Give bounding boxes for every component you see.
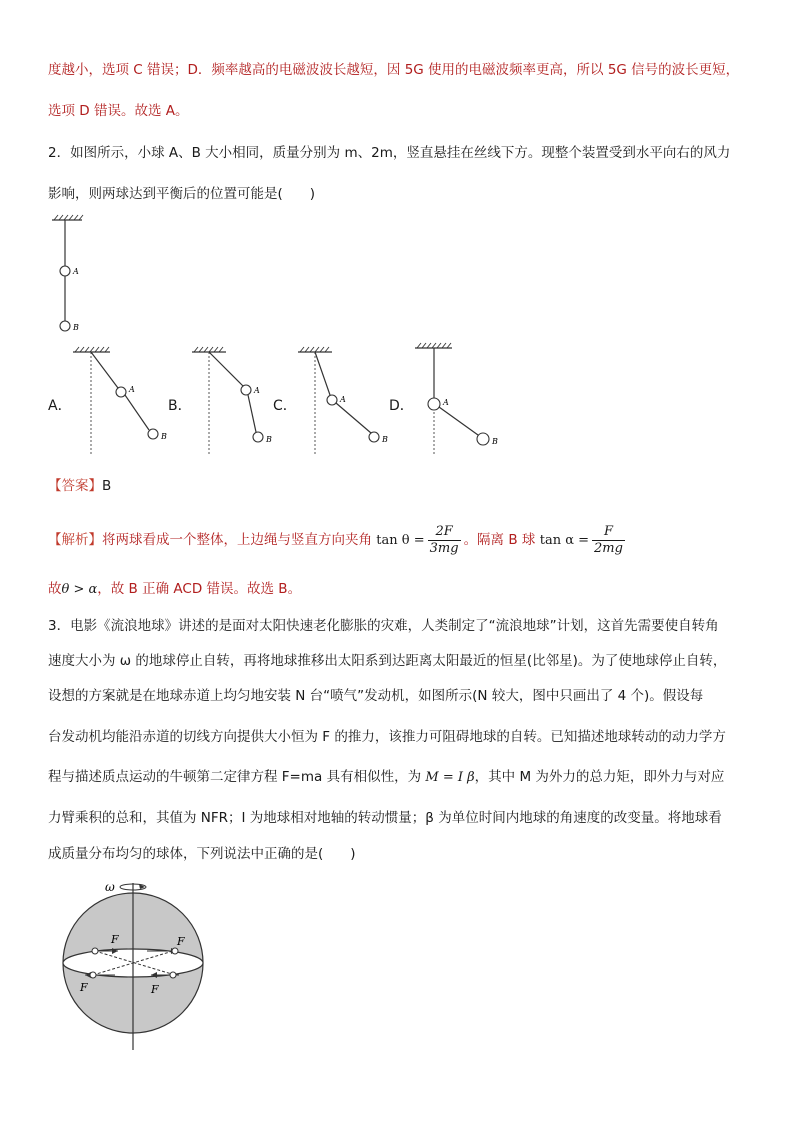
- ball-a: [428, 398, 440, 410]
- svg-text:B: B: [266, 435, 272, 444]
- analysis-text-2: 。隔离 B 球: [463, 532, 536, 548]
- label-a: A: [73, 267, 79, 276]
- svg-text:A: A: [129, 385, 135, 394]
- answer-value: B: [102, 478, 112, 494]
- option-b-figure: [190, 342, 280, 462]
- ball-a: [241, 385, 251, 395]
- svg-text:A: A: [340, 395, 346, 404]
- option-d-label: D．: [389, 398, 414, 414]
- line5-text-a: 程与描述质点运动的牛顿第二定律方程 F=ma 具有相似性，为: [48, 769, 422, 785]
- ceiling-hatch: [54, 215, 83, 220]
- q3-stem-line-6: 力臂乘积的总和，其值为 NFR；I 为地球相对地轴的转动惯量；β 为单位时间内地球的角速度的改变量。将地球看: [48, 810, 722, 826]
- q3-stem-line-7: 成质量分布均匀的球体，下列说法中正确的是( ): [48, 846, 356, 862]
- eq2-num: F: [592, 524, 625, 541]
- eq1-num: 2F: [428, 524, 461, 541]
- force-label-3: F: [80, 981, 88, 994]
- ball-b: [148, 429, 158, 439]
- svg-text:B: B: [161, 432, 167, 441]
- q2-stem-line-2: 影响，则两球达到平衡后的位置可能是( ): [48, 186, 316, 202]
- force-label-2: F: [177, 935, 185, 948]
- ball-b: [253, 432, 263, 442]
- ball-b: [477, 433, 489, 445]
- conclusion-text: ，故 B 正确 ACD 错误。故选 B。: [97, 581, 302, 597]
- force-label-1: F: [111, 933, 119, 946]
- option-a-figure: [70, 342, 170, 462]
- prev-answer-line-1: 度越小，选项 C 错误；D．频率越高的电磁波波长越短，因 5G 使用的电磁波频率更高，所以 5G 信号的波长更短，: [48, 62, 740, 78]
- option-c-label: C．: [273, 398, 297, 414]
- ball-b: [369, 432, 379, 442]
- eq1-den: 3mg: [429, 540, 459, 556]
- option-c-figure: [296, 342, 396, 462]
- earth-figure: [55, 875, 215, 1055]
- option-b-label: B．: [168, 398, 192, 414]
- ball-b: [60, 321, 70, 331]
- ball-a: [327, 395, 337, 405]
- line5-equation: M = I β: [425, 770, 475, 785]
- eq2-den: 2mg: [594, 540, 623, 556]
- prev-answer-line-2: 选项 D 错误。故选 A。: [48, 103, 189, 119]
- q3-stem-line-2: 速度大小为 ω 的地球停止自转，再将地球推移出太阳系到达距离太阳最近的恒星(比邻星)。为了使地球停止自转，: [48, 653, 727, 669]
- q3-stem-line-5: [48, 767, 724, 788]
- analysis-text-1: 将两球看成一个整体，上边绳与竖直方向夹角: [102, 532, 372, 548]
- q2-analysis: [48, 518, 628, 563]
- conclusion-prefix: 故: [48, 581, 62, 597]
- eq1-left: tan θ =: [376, 533, 425, 548]
- option-a-label: A．: [48, 398, 72, 414]
- analysis-tag: 【解析】: [48, 532, 102, 548]
- q2-reference-figure: [40, 212, 100, 337]
- eq2-fraction: [592, 524, 625, 557]
- label-b: B: [73, 323, 79, 332]
- ball-a: [60, 266, 70, 276]
- answer-tag: 【答案】: [48, 478, 102, 494]
- svg-text:A: A: [254, 386, 260, 395]
- force-label-4: F: [151, 983, 159, 996]
- q2-stem-line-1: 2．如图所示，小球 A、B 大小相同，质量分别为 m、2m，竖直悬挂在丝线下方。现整个装置受到水平向右的风力: [48, 145, 731, 161]
- svg-text:A: A: [443, 398, 449, 407]
- q2-conclusion: [48, 579, 301, 600]
- svg-text:B: B: [492, 437, 498, 446]
- eq2-left: tan α =: [539, 533, 590, 548]
- eq1-fraction: [428, 524, 461, 557]
- svg-text:B: B: [382, 435, 388, 444]
- conclusion-math: θ > α: [61, 582, 98, 597]
- omega-label: ω: [105, 880, 115, 894]
- line5-text-b: ，其中 M 为外力的总力矩，即外力与对应: [474, 769, 725, 785]
- q3-stem-line-1: 3．电影《流浪地球》讲述的是面对太阳快速老化膨胀的灾难，人类制定了“流浪地球”计划，这首先需要使自转角: [48, 618, 719, 634]
- ball-a: [116, 387, 126, 397]
- q2-answer: [48, 476, 111, 496]
- option-d-figure: [412, 338, 512, 462]
- q3-stem-line-3: 设想的方案就是在地球赤道上均匀地安装 N 台“喷气”发动机，如图所示(N 较大，图中只画出了 4 个)。假设每: [48, 688, 704, 704]
- q3-stem-line-4: 台发动机均能沿赤道的切线方向提供大小恒为 F 的推力，该推力可阻碍地球的自转。已知描述地球转动的动力学方: [48, 729, 726, 745]
